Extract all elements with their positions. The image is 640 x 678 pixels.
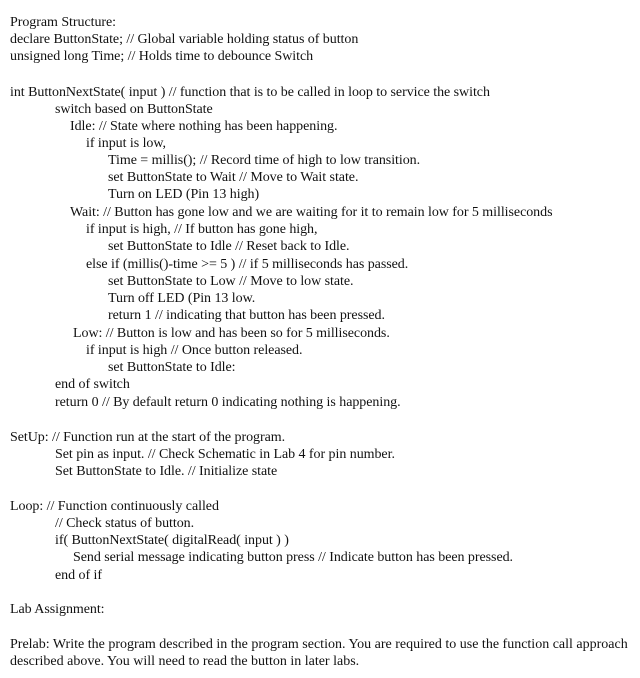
program-structure-heading: Program Structure: bbox=[10, 15, 117, 30]
idle-action: Turn on LED (Pin 13 high) bbox=[108, 187, 260, 202]
switch-line: switch based on ButtonState bbox=[55, 102, 213, 117]
idle-state-label: Idle: // State where nothing has been happening. bbox=[70, 119, 338, 134]
function-signature: int ButtonNextState( input ) // function that is to be called in loop to service the switch bbox=[10, 85, 490, 100]
wait-action-else: return 1 // indicating that button has been pressed. bbox=[108, 308, 385, 323]
end-switch-line: end of switch bbox=[55, 377, 130, 392]
declaration-line: unsigned long Time; // Holds time to debounce Switch bbox=[10, 49, 314, 64]
loop-label: Loop: // Function continuously called bbox=[10, 499, 219, 514]
wait-condition-else: else if (millis()-time >= 5 ) // if 5 milliseconds has passed. bbox=[86, 257, 409, 272]
loop-line: if( ButtonNextState( digitalRead( input ) ) bbox=[55, 533, 289, 548]
idle-action: set ButtonState to Wait // Move to Wait state. bbox=[108, 170, 359, 185]
loop-line: // Check status of button. bbox=[55, 516, 195, 531]
lab-assignment-heading: Lab Assignment: bbox=[10, 602, 105, 617]
low-action: set ButtonState to Idle: bbox=[108, 360, 236, 375]
loop-send-line: Send serial message indicating button press // Indicate button has been pressed. bbox=[73, 550, 514, 565]
wait-action-else: Turn off LED (Pin 13 low. bbox=[108, 291, 256, 306]
low-condition: if input is high // Once button released. bbox=[86, 343, 303, 358]
setup-line: Set pin as input. // Check Schematic in Lab 4 for pin number. bbox=[55, 447, 395, 462]
wait-condition-high: if input is high, // If button has gone high, bbox=[86, 222, 318, 237]
setup-line: Set ButtonState to Idle. // Initialize state bbox=[55, 464, 278, 479]
idle-condition: if input is low, bbox=[86, 136, 166, 151]
declaration-line: declare ButtonState; // Global variable holding status of button bbox=[10, 32, 359, 47]
prelab-paragraph: Prelab: Write the program described in the program section. You are required to use the function call approach described above. You will need to read the button in later labs. bbox=[10, 637, 628, 669]
end-if-line: end of if bbox=[55, 568, 102, 583]
wait-action-high: set ButtonState to Idle // Reset back to Idle. bbox=[108, 239, 350, 254]
wait-state-label: Wait: // Button has gone low and we are waiting for it to remain low for 5 milliseconds bbox=[70, 205, 553, 220]
low-state-label: Low: // Button is low and has been so for 5 milliseconds. bbox=[73, 326, 390, 341]
return-line: return 0 // By default return 0 indicating nothing is happening. bbox=[55, 395, 401, 410]
setup-label: SetUp: // Function run at the start of the program. bbox=[10, 430, 286, 445]
wait-action-else: set ButtonState to Low // Move to low state. bbox=[108, 274, 354, 289]
idle-action: Time = millis(); // Record time of high to low transition. bbox=[108, 153, 421, 168]
